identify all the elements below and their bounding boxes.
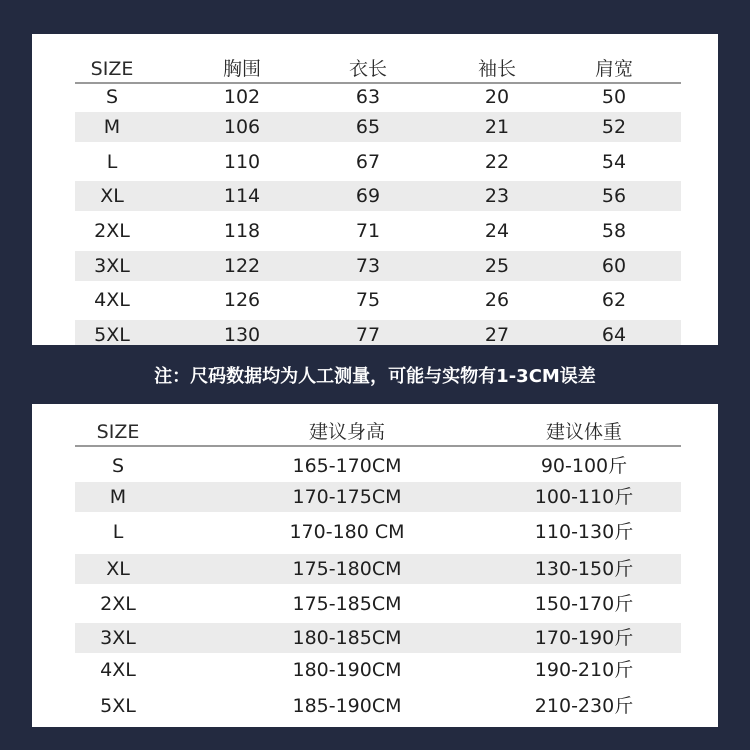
table-cell: 3XL <box>94 255 130 277</box>
table-row <box>75 251 681 281</box>
table-cell: 71 <box>355 220 381 242</box>
table-cell: 65 <box>355 116 381 138</box>
table-cell: 100-110斤 <box>534 486 634 508</box>
table-cell: 25 <box>484 255 510 277</box>
table-cell: 26 <box>484 289 510 311</box>
table-row <box>75 451 681 481</box>
table-header <box>75 414 681 447</box>
size-measurement-table <box>32 34 718 345</box>
table-cell: 21 <box>484 116 510 138</box>
table-cell: 69 <box>355 185 381 207</box>
table-cell: 5XL <box>100 695 136 717</box>
table-row <box>75 655 681 685</box>
table-row <box>75 112 681 142</box>
table-cell: 5XL <box>94 324 130 345</box>
table-cell: 56 <box>601 185 627 207</box>
table-cell: 114 <box>223 185 261 207</box>
table-row <box>75 554 681 584</box>
table-row <box>75 691 681 721</box>
table-cell: 2XL <box>94 220 130 242</box>
column-header: SIZE <box>90 58 134 80</box>
table-row <box>75 216 681 246</box>
column-header: 袖长 <box>477 58 517 80</box>
table-cell: XL <box>106 558 130 580</box>
table-row <box>75 285 681 315</box>
table-cell: 170-180 CM <box>289 521 405 543</box>
table-cell: 27 <box>484 324 510 345</box>
table-cell: 20 <box>484 86 510 108</box>
table-cell: 67 <box>355 151 381 173</box>
table-cell: 90-100斤 <box>540 455 628 477</box>
table-cell: 175-185CM <box>292 593 402 615</box>
table-row <box>75 482 681 512</box>
table-cell: 210-230斤 <box>534 695 634 717</box>
table-cell: 3XL <box>100 627 136 649</box>
table-cell: 50 <box>601 86 627 108</box>
measurement-note: 注：尺码数据均为人工测量，可能与实物有1-3CM误差 <box>154 366 596 387</box>
table-row <box>75 623 681 653</box>
table-cell: 52 <box>601 116 627 138</box>
table-cell: 102 <box>223 86 261 108</box>
table-cell: 126 <box>223 289 261 311</box>
table-cell: 60 <box>601 255 627 277</box>
table-cell: L <box>106 151 118 173</box>
table-cell: L <box>112 521 124 543</box>
table-cell: 185-190CM <box>292 695 402 717</box>
table-cell: S <box>105 86 119 108</box>
table-cell: 118 <box>223 220 261 242</box>
table-row <box>75 589 681 619</box>
column-header: 肩宽 <box>594 58 634 80</box>
column-header: SIZE <box>96 421 140 443</box>
table-cell: 22 <box>484 151 510 173</box>
table-cell: 170-190斤 <box>534 627 634 649</box>
table-cell: 23 <box>484 185 510 207</box>
table-row <box>75 82 681 112</box>
table-cell: 62 <box>601 289 627 311</box>
table-cell: 165-170CM <box>292 455 402 477</box>
column-header: 建议身高 <box>308 421 386 443</box>
column-header: 衣长 <box>348 58 388 80</box>
table-cell: 180-190CM <box>292 659 402 681</box>
table-row <box>75 320 681 345</box>
table-header <box>75 46 681 84</box>
table-row <box>75 181 681 211</box>
table-cell: 110 <box>223 151 261 173</box>
table-cell: M <box>103 116 121 138</box>
table-cell: S <box>111 455 125 477</box>
table-cell: 54 <box>601 151 627 173</box>
table-cell: 63 <box>355 86 381 108</box>
table-row <box>75 147 681 177</box>
table-cell: 58 <box>601 220 627 242</box>
table-cell: 175-180CM <box>292 558 402 580</box>
table-cell: 170-175CM <box>292 486 402 508</box>
table-cell: 122 <box>223 255 261 277</box>
table-row <box>75 517 681 547</box>
table-cell: M <box>109 486 127 508</box>
table-cell: 4XL <box>94 289 130 311</box>
table-cell: 73 <box>355 255 381 277</box>
table-cell: XL <box>100 185 124 207</box>
size-recommendation-table <box>32 404 718 727</box>
table-cell: 180-185CM <box>292 627 402 649</box>
table-cell: 130 <box>223 324 261 345</box>
table-cell: 2XL <box>100 593 136 615</box>
column-header: 胸围 <box>222 58 262 80</box>
table-cell: 64 <box>601 324 627 345</box>
table-cell: 75 <box>355 289 381 311</box>
table-cell: 110-130斤 <box>534 521 634 543</box>
column-header: 建议体重 <box>545 421 623 443</box>
table-cell: 106 <box>223 116 261 138</box>
table-cell: 77 <box>355 324 381 345</box>
table-cell: 4XL <box>100 659 136 681</box>
table-cell: 190-210斤 <box>534 659 634 681</box>
table-cell: 150-170斤 <box>534 593 634 615</box>
table-cell: 24 <box>484 220 510 242</box>
table-cell: 130-150斤 <box>534 558 634 580</box>
